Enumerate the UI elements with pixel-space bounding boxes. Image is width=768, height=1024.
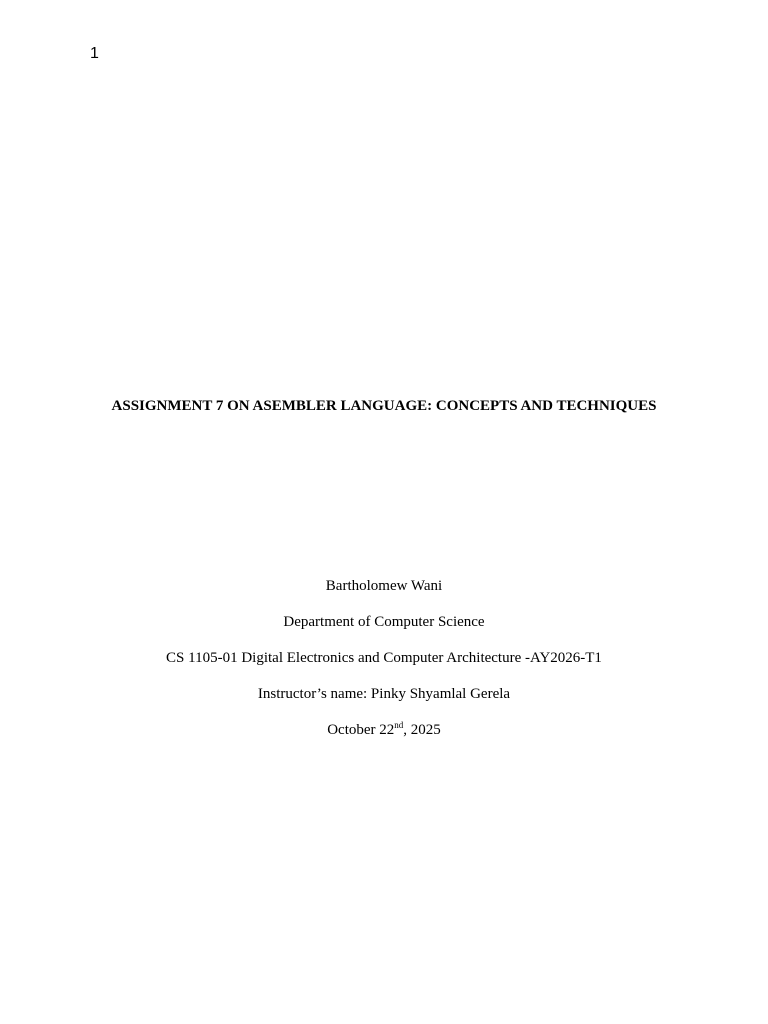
- author-name: Bartholomew Wani: [325, 578, 443, 594]
- course-name: CS 1105-01 Digital Electronics and Computer Architecture -AY2026-T1: [166, 650, 602, 666]
- date-year-suffix: , 2025: [403, 722, 441, 738]
- date-prefix: October 22: [327, 722, 395, 738]
- department-name: Department of Computer Science: [283, 614, 485, 630]
- document-title: ASSIGNMENT 7 ON ASEMBLER LANGUAGE: CONCEPTS AND TECHNIQUES: [111, 398, 657, 414]
- title-page-details: [0, 576, 768, 756]
- submission-date: [0, 720, 768, 756]
- date-ordinal-suffix: nd: [394, 720, 404, 730]
- instructor-name: Instructor’s name: Pinky Shyamlal Gerela: [257, 686, 511, 702]
- page-number: 1: [90, 45, 99, 62]
